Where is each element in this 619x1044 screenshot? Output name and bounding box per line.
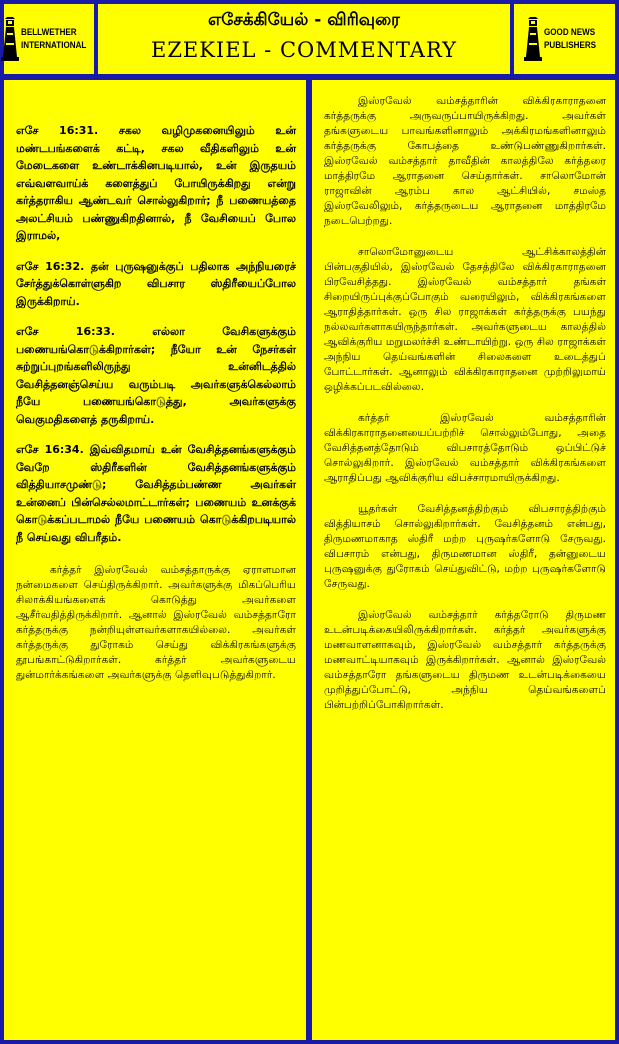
verse-16-32: எசே 16:32. தன் புருஷனுக்குப் பதிலாக அந்நியரைச் சேர்த்துக்கொள்ளுகிற விபசார ஸ்திரீயைப்போல இருக்கிறாய். bbox=[16, 259, 296, 308]
commentary-paragraph: கர்த்தர் இஸ்ரவேல் வம்சத்தாரின் விக்கிரகாராதனையைப்பற்றிச் சொல்லும்போது, அதை வேசித்தனத்தோடும் விபசாரத்தோடும் ஒப்பிட்டுச் சொல்லுகிறார். இஸ்ரவேல் வம்சத்தார் விக்கிரகங்களை ஆராதிப்பது ஆவிக்குரிய விபச்சாரமாயிருக்கிறது. bbox=[324, 412, 606, 484]
left-column bbox=[4, 80, 306, 1040]
logo-right-line2: PUBLISHERS bbox=[543, 40, 596, 51]
verse-16-34: எசே 16:34. இவ்விதமாய் உன் வேசித்தனங்களுக்கும் வேறே ஸ்திரீகளின் வேசித்தனங்களுக்கும் வித்தியாசமுண்டு; வேசித்தம்பண்ண அவர்கள் உன்னைப் பின்செல்லமாட்டார்கள்; பணையம் உனக்குக் கொடுக்கப்படாமல் நீயே பணையம் கொடுக்கிறபடியால் நீ செய்வது விபரீதம். bbox=[16, 443, 296, 544]
verse-16-33: எசே 16:33. எல்லா வேசிகளுக்கும் பணையங்கொடுக்கிறார்கள்; நீயோ உன் நேசர்கள் சுற்றுப்புறங்களிலிருந்து உன்னிடத்தில் வேசித்தனஞ்செய்ய வரும்படி அவர்களுக்கெல்லாம் நீயே பணையங்கொடுத்து, அவர்களுக்கு வெகுமதிகளைத் தருகிறாய். bbox=[16, 325, 296, 426]
right-column bbox=[312, 80, 615, 1040]
commentary-paragraph: கர்த்தர் இஸ்ரவேல் வம்சத்தாருக்கு ஏராளமான நன்மைகளை செய்திருக்கிறார். அவர்களுக்கு மிகப்பெரிய சிலாக்கியங்களைக் கொடுத்து அவர்களை ஆசீர்வதித்திருக்கிறார். ஆனால் இஸ்ரவேல் வம்சத்தாரோ கர்த்தருக்கு நன்றியுள்ளவர்களாகயில்லை. அவர்கள் கர்த்தருக்கு துரோகம் செய்து விக்கிரகங்களுக்கு தூபங்காட்டுகிறார்கள். கர்த்தர் அவர்களுடைய துன்மார்க்கங்களை அவர்களுக்கு தெளிவுபடுத்துகிறார். bbox=[16, 564, 296, 681]
bellwether-logo bbox=[4, 4, 94, 74]
verse-16-31: எசே 16:31. சகல வழிமுகனையிலும் உன் மண்டபங்களைக் கட்டி, சகல வீதிகளிலும் உன் மேடைகளை உண்டாக்கினபடியால், உன் இருதயம் எவ்வளவாய்க் களைத்துப் போயிருக்கிறது என்று கர்த்தராகிய ஆண்டவர் சொல்லுகிறார்; நீ பணையத்தை அலட்சியம் பண்ணுகிறதினால், நீ வேசியைப் போல இராமல், bbox=[16, 124, 296, 242]
logo-right-line1: GOOD NEWS bbox=[543, 27, 596, 38]
commentary-paragraph: இஸ்ரவேல் வம்சத்தாரின் விக்கிரகாராதனை கர்த்தருக்கு அருவருப்பாயிருக்கிறது. அவர்கள் தங்களுடைய பாவங்களினாலும் அக்கிரமங்களினாலும் கர்த்தருக்கு கோபத்தை உண்டுபண்ணுகிறார்கள். இஸ்ரவேல் வம்சத்தார் தாவீதின் காலத்திலே கர்த்தரை மாத்திரமே ஆராதனை செய்தார்கள். சாலொமோன் ராஜாவின் ஆரம்ப கால ஆட்சியில், சமஸ்த இஸ்ரவேலிலும், கர்த்தருடைய ஆராதனை மாத்திரமே நடைபெற்றது. bbox=[324, 95, 606, 227]
good-news-logo bbox=[514, 4, 615, 74]
title-english: EZEKIEL - COMMENTARY bbox=[150, 38, 457, 62]
commentary-paragraph: யூதர்கள் வேசித்தனத்திற்கும் விபசாரத்திற்கும் வித்தியாசம் சொல்லுகிறார்கள். வேசித்தனம் என்பது, திருமணமாகாத ஸ்திரீ மற்ற புருஷர்களோடு சேருவது. விபசாரம் என்பது, திருமணமான ஸ்திரீ, தன்னுடைய புருஷனுக்கு துரோகம் செய்துவிட்டு, மற்ற புருஷர்களோடு சேருவது. bbox=[324, 503, 606, 590]
logo-left-line1: BELLWETHER bbox=[20, 27, 77, 38]
commentary-paragraph: இஸ்ரவேல் வம்சத்தார் கர்த்தரோடு திருமண உடன்படிக்கையிலிருக்கிறார்கள். கர்த்தர் அவர்களுக்கு மணவாளனாகவும், இஸ்ரவேல் வம்சத்தார் கர்த்தருக்கு மணவாட்டியாகவும் இருக்கிறார்கள். ஆனால் இஸ்ரவேல் வம்சத்தாரோ தங்களுடைய திருமண உடன்படிக்கையை முறித்துப்போட்டு, அந்நிய தெய்வங்களைப் பின்பற்றிப்போகிறார்கள். bbox=[324, 609, 606, 711]
header-title-box bbox=[98, 4, 510, 74]
lighthouse-icon bbox=[1, 17, 19, 61]
title-tamil: எசேக்கியேல் - விரிவுரை bbox=[208, 10, 400, 30]
logo-left-line2: INTERNATIONAL bbox=[20, 40, 86, 51]
commentary-paragraph: சாலொமோனுடைய ஆட்சிக்காலத்தின் பின்பகுதியில், இஸ்ரவேல் தேசத்திலே விக்கிரகாராதனை பிரவேசித்தது. இஸ்ரவேல் வம்சத்தார் தங்கள் சிறையிருப்புக்குப்போகும் வரையிலும், விக்கிரகங்களை ஆராதித்தார்கள். ஒரு சில ராஜாக்கள் கர்த்தருக்கு பயந்து நல்லவர்களாகயிருந்தார்கள். அவர்களுடைய காலத்தில் ஆவிக்குரிய மறுமலர்ச்சி உண்டாயிற்று. ஒரு சில ராஜாக்கள் அந்நிய தெய்வங்களின் சிலைகளை உடைத்துப் போட்டார்கள். ஆனாலும் விக்கிரகாராதனை முற்றிலுமாய் ஒழிக்கப்படவில்லை. bbox=[324, 246, 606, 393]
lighthouse-icon bbox=[524, 17, 542, 61]
